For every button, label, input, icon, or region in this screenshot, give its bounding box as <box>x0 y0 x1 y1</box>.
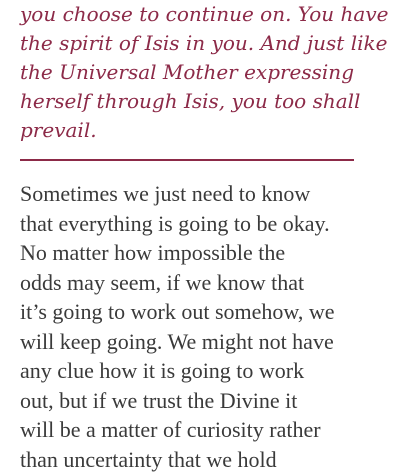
document-page <box>20 0 389 474</box>
quote-line: herself through Isis, you too shall <box>20 89 361 113</box>
body-line: any clue how it is going to work <box>20 358 305 383</box>
body-line: odds may seem, if we know that <box>20 269 305 295</box>
body-line: will keep going. We might not have <box>20 328 334 354</box>
body-line: that everything is going to be okay. <box>20 210 330 236</box>
quote-line: the spirit of Isis in you. And just like <box>20 31 388 55</box>
body-paragraph <box>20 179 380 474</box>
section-divider <box>20 159 354 161</box>
body-line: Sometimes we just need to know <box>20 181 311 206</box>
quote-line: prevail. <box>20 118 97 142</box>
body-line: out, but if we trust the Divine it <box>20 387 298 413</box>
quote-line: you choose to continue on. You have <box>20 2 389 26</box>
body-line: No matter how impossible the <box>20 240 286 265</box>
body-line: than uncertainty that we hold <box>20 446 277 472</box>
body-line: it’s going to work out somehow, we <box>20 299 335 324</box>
body-line: will be a matter of curiosity rather <box>20 417 321 442</box>
pull-quote <box>20 0 389 145</box>
quote-line: the Universal Mother expressing <box>20 60 354 84</box>
